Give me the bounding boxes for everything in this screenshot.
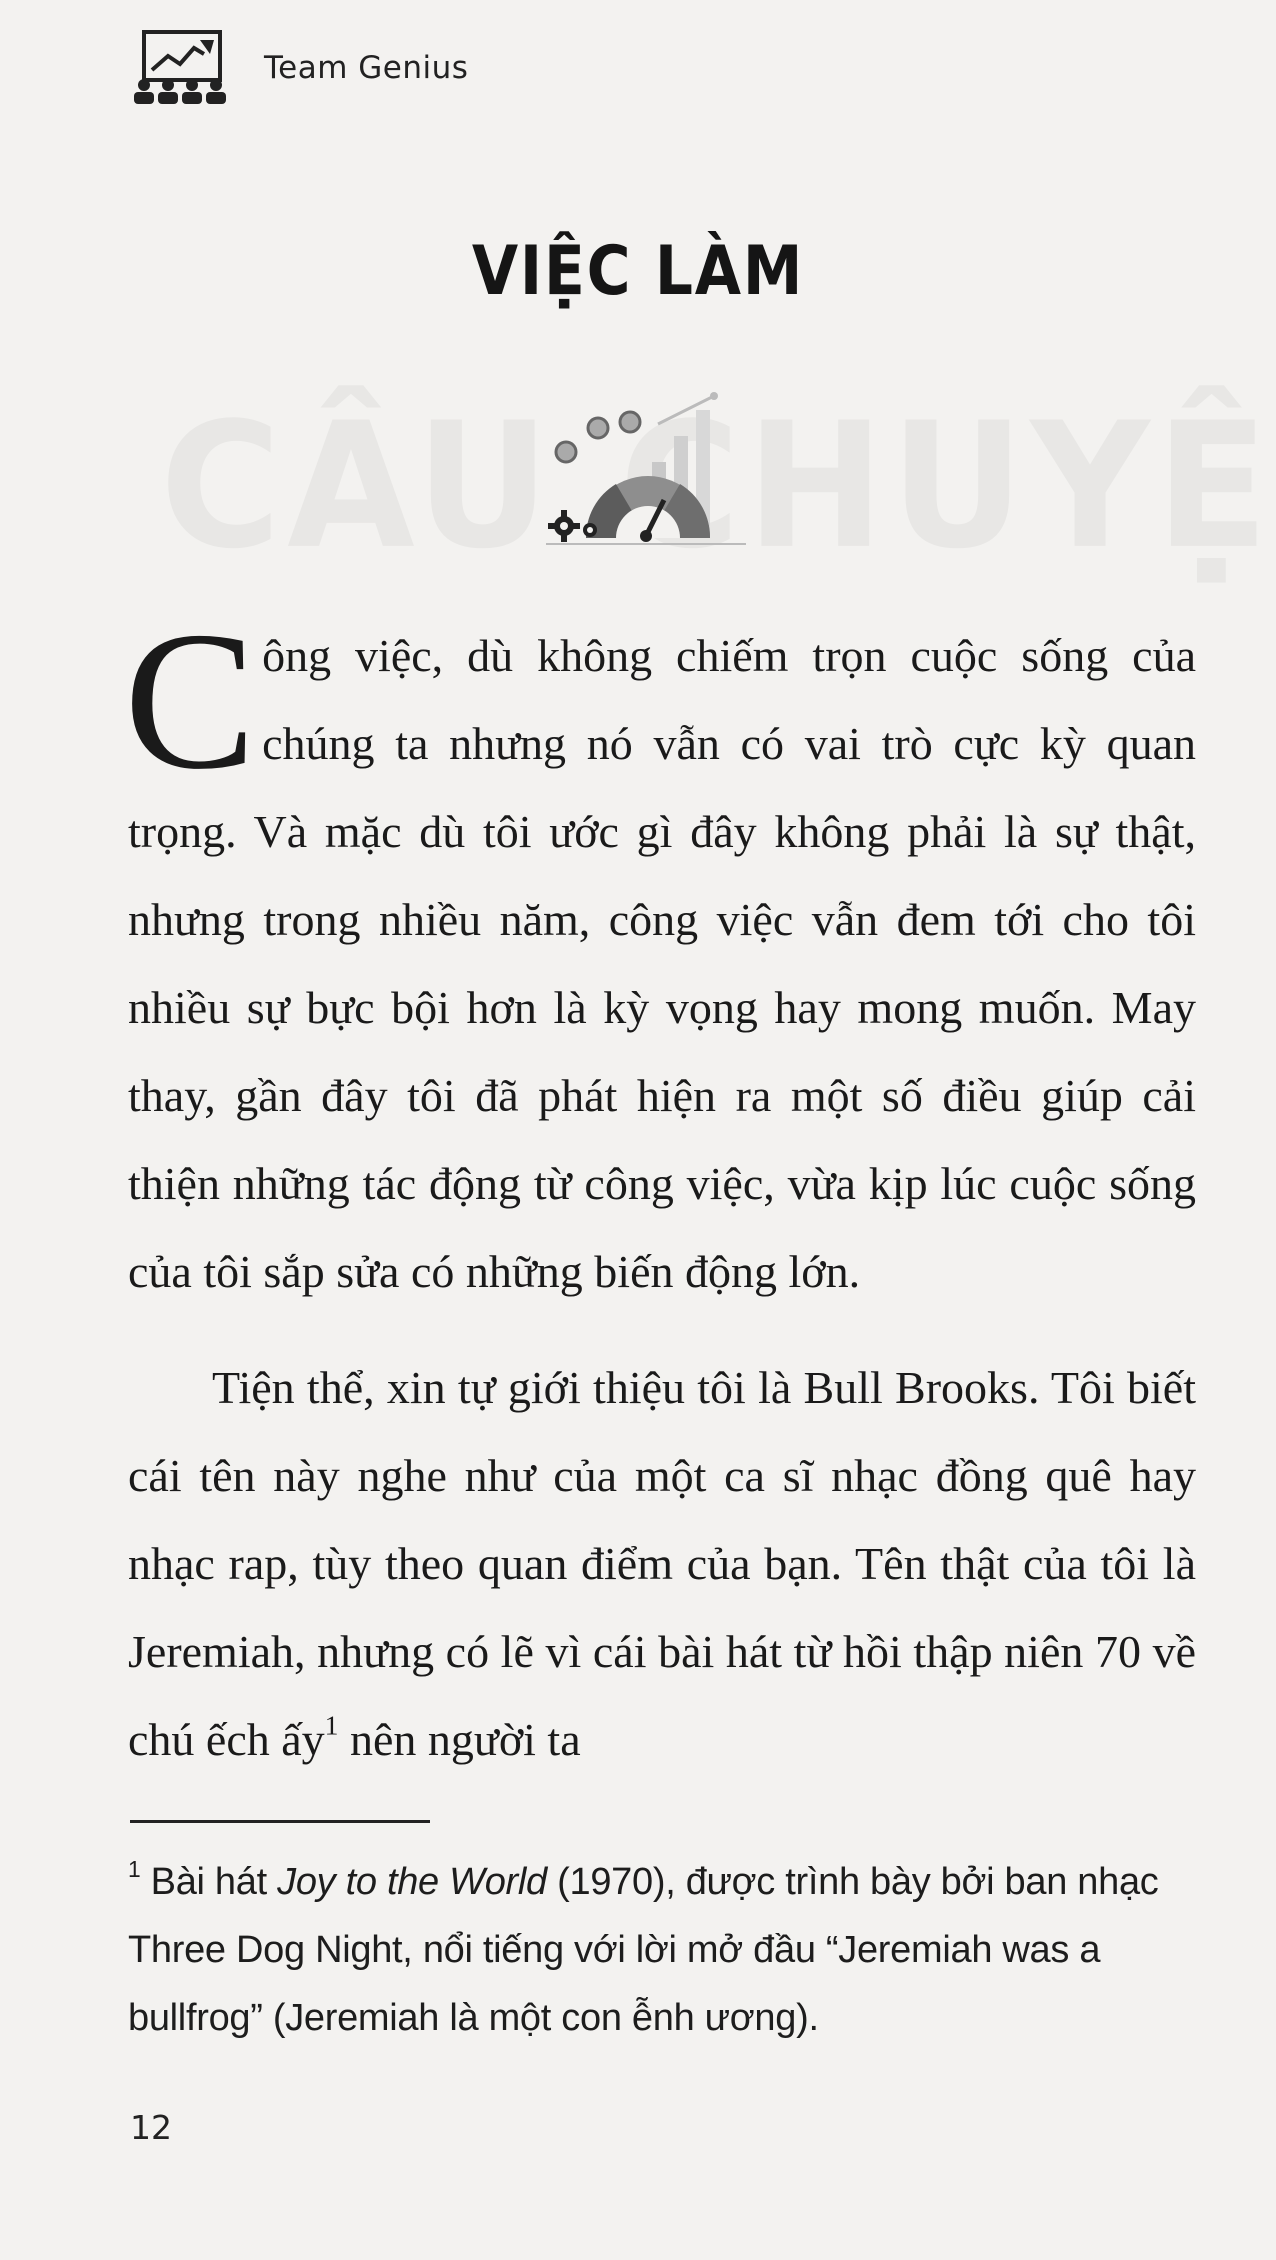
footnote-reference[interactable]: 1: [324, 1709, 339, 1741]
chapter-title: VIỆC LÀM: [471, 232, 805, 311]
paragraph-1: [124, 591, 1196, 1316]
paragraph-1-text: ông việc, dù không chiếm trọn cuộc sống của chúng ta nhưng nó vẫn có vai trò cực kỳ quan trọng. Và mặc dù tôi ước gì đây không phải là sự thật, nhưng trong nhiều năm, công việc vẫn đem tới cho tôi nhiều sự bực bội hơn là kỳ vọng hay mong muốn. May thay, gần đây tôi đã phát hiện ra một số điều giúp cải thiện những tác động từ công việc, vừa kịp lúc cuộc sống của tôi sắp sửa có những biến động lớn.: [128, 630, 1196, 1297]
footnote-divider: [130, 1820, 430, 1823]
gauge-gears-chart-icon: [546, 388, 746, 553]
paragraph-2-text-before: Tiện thể, xin tự giới thiệu tôi là Bull Brooks. Tôi biết cái tên này nghe như của một ca sĩ nhạc đồng quê hay nhạc rap, tùy theo quan điểm của bạn. Tên thật của tôi là Jeremiah, nhưng có lẽ vì cái bài hát từ hồi thập niên 70 về chú ếch ấy: [128, 1362, 1196, 1765]
drop-cap: C: [124, 591, 257, 810]
footnote-text-after: (1970), được trình bày bởi ban nhạc Three Dog Night, nổi tiếng với lời mở đầu “Jeremiah was a bullfrog” (Jeremiah là một con ễnh ương).: [128, 1861, 1159, 2039]
page-number: 12: [130, 2108, 172, 2147]
footnote-text-before: Bài hát: [140, 1861, 278, 1903]
paragraph-2-text-after: nên người ta: [338, 1714, 581, 1765]
paragraph-2: [128, 1344, 1196, 1784]
footnote-marker: 1: [128, 1855, 141, 1882]
running-header: [130, 28, 468, 108]
book-title: Team Genius: [264, 50, 469, 86]
footnote: [128, 1848, 1196, 2052]
team-growth-chart-icon: [130, 28, 230, 108]
footnote-song-title: Joy to the World: [277, 1861, 547, 1903]
body-text: [124, 591, 1196, 1784]
